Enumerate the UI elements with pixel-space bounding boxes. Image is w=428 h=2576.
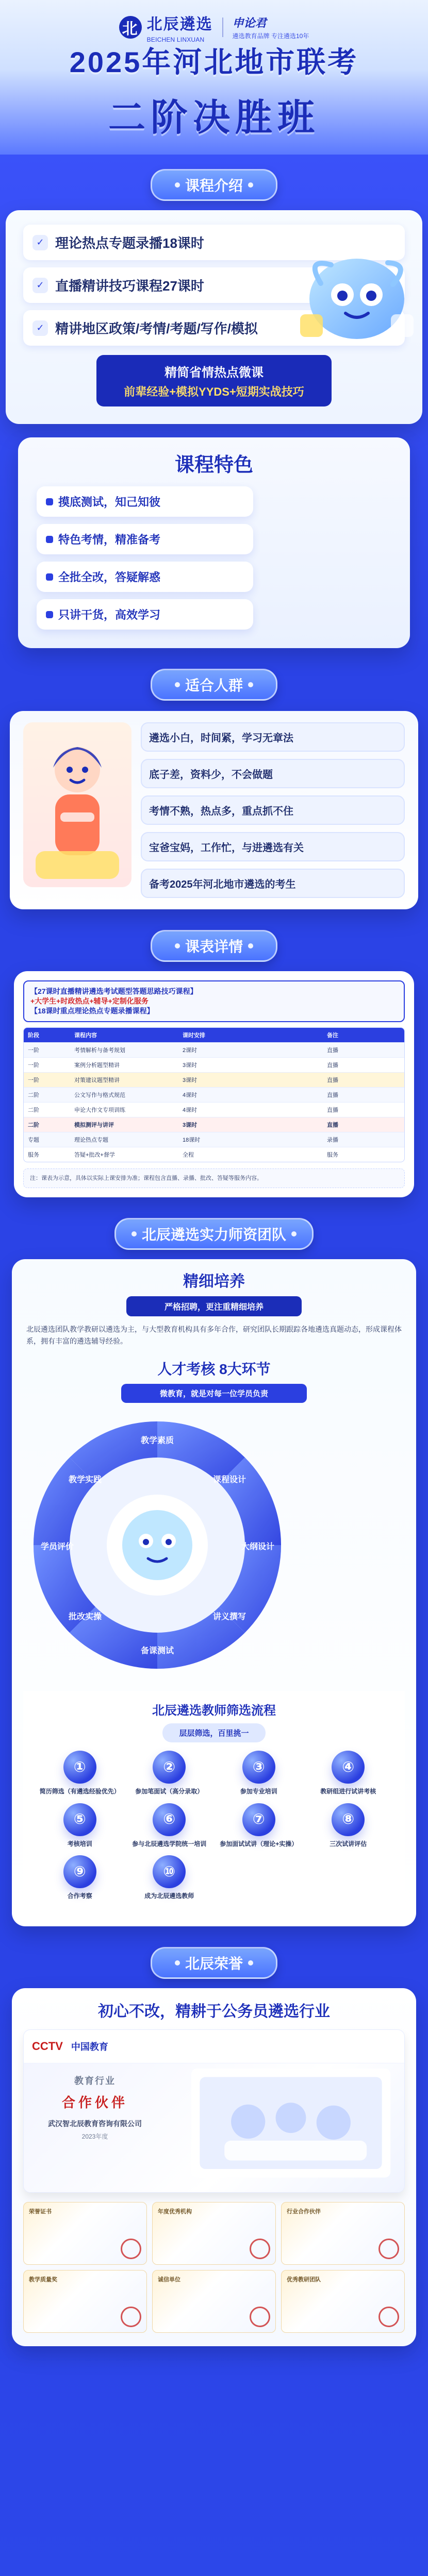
table-row xyxy=(24,1147,404,1162)
feature-chip xyxy=(37,524,253,554)
certificate xyxy=(23,2270,147,2333)
intro-item-text: 直播精讲技巧课程27课时 xyxy=(55,278,204,294)
stamp-icon xyxy=(121,2239,141,2259)
process-step xyxy=(127,1855,212,1901)
pill-left-dot-icon xyxy=(131,1231,137,1236)
section-title-audience: 适合人群 xyxy=(185,677,243,693)
intro-item-text: 理论热点专题录播18课时 xyxy=(55,235,204,251)
audience-item: 底子差，资料少，不会做题 xyxy=(141,759,405,788)
honor-badge-line4: 2023年度 xyxy=(81,2132,108,2140)
table-row xyxy=(24,1072,404,1087)
wheel-label: 讲义撰写 xyxy=(212,1612,246,1621)
feature-card xyxy=(18,437,410,648)
brand-mark-icon: 北 xyxy=(119,16,142,39)
table-cell: 直播 xyxy=(327,1122,338,1128)
certificate-text: 荣誉证书 xyxy=(29,2208,52,2215)
stamp-icon xyxy=(378,2239,399,2259)
table-header-cell: 课程内容 xyxy=(70,1028,178,1042)
process-icon: ⑩ xyxy=(153,1855,186,1888)
team-banner: 严格招聘，更注重精细培养 xyxy=(126,1296,302,1316)
certificate xyxy=(281,2270,405,2333)
table-cell: 申论大作文专项训练 xyxy=(74,1107,125,1113)
table-cell: 直播 xyxy=(327,1092,338,1098)
check-icon: ✓ xyxy=(32,320,48,336)
certificate xyxy=(281,2202,405,2265)
detail-header-line3: 【18课时重点理论热点专题录播课程】 xyxy=(30,1006,154,1015)
partner-logo: 中国教育 xyxy=(71,2041,108,2052)
feature-chip xyxy=(37,562,253,592)
pill-left-dot-icon xyxy=(175,1960,180,1965)
header xyxy=(0,0,428,155)
boost-title: 精简省情热点微课 xyxy=(164,366,264,380)
process-step-label: 成为北辰遴选教师 xyxy=(144,1892,194,1900)
section-title-honors: 北辰荣誉 xyxy=(185,1955,243,1972)
table-cell: 专题 xyxy=(28,1137,39,1143)
intro-item-text: 精讲地区政策/考情/考题/写作/模拟 xyxy=(55,321,258,336)
feature-chip-text: 特色考情，精准备考 xyxy=(58,533,161,546)
stamp-icon xyxy=(378,2307,399,2327)
boost-banner xyxy=(96,355,332,406)
table-cell: 录播 xyxy=(327,1137,338,1143)
table-cell: 直播 xyxy=(327,1047,338,1054)
stamp-icon xyxy=(121,2307,141,2327)
audience-item: 遴选小白，时间紧，学习无章法 xyxy=(141,722,405,752)
feature-dot-icon xyxy=(46,498,53,505)
table-header-cell: 阶段 xyxy=(24,1028,70,1042)
wheel-label: 备课测试 xyxy=(140,1646,174,1655)
table-row xyxy=(24,1117,404,1132)
process-icon: ④ xyxy=(332,1751,365,1784)
process-step-label: 参加专业培训 xyxy=(240,1787,277,1795)
process-icon: ③ xyxy=(242,1751,275,1784)
table-header-cell: 课时安排 xyxy=(178,1028,323,1042)
honor-badge-line1: 教育行业 xyxy=(74,2075,116,2086)
feature-chip xyxy=(37,599,253,630)
feature-dot-icon xyxy=(46,611,53,618)
section-title-intro: 课程介绍 xyxy=(185,178,243,194)
section-pill-audience xyxy=(151,669,277,701)
honor-hero-top xyxy=(24,2030,404,2063)
table-cell: 3课时 xyxy=(183,1077,197,1083)
table-cell: 直播 xyxy=(327,1077,338,1083)
process-step xyxy=(38,1855,122,1901)
teacher-illustration xyxy=(23,722,131,887)
wheel-label: 教学素质 xyxy=(140,1436,174,1445)
table-cell: 4课时 xyxy=(183,1092,197,1098)
stamp-icon xyxy=(250,2307,270,2327)
detail-header-line1: 【27课时直播精讲遴选考试题型答题思路技巧课程】 xyxy=(30,987,197,995)
process-step-label: 参加面试试讲（理论+实操） xyxy=(220,1840,298,1848)
process-badge: 层层筛选，百里挑一 xyxy=(162,1723,266,1742)
wheel-label: 批改实操 xyxy=(68,1612,102,1621)
pill-right-dot-icon xyxy=(291,1231,297,1236)
table-cell: 4课时 xyxy=(183,1107,197,1113)
check-icon: ✓ xyxy=(32,278,48,293)
feature-dot-icon xyxy=(46,573,53,581)
pill-left-dot-icon xyxy=(175,182,180,188)
process-step-label: 教研组进行试讲考核 xyxy=(320,1787,376,1795)
process-step xyxy=(306,1803,391,1849)
feature-chip-text: 只讲干货，高效学习 xyxy=(58,608,161,621)
table-cell: 答疑+批改+督学 xyxy=(74,1151,115,1158)
honors-title: 初心不改，精耕于公务员遴选行业 xyxy=(98,2003,330,2020)
pill-right-dot-icon xyxy=(248,943,253,948)
process-step-label: 参与北辰遴选学院统一培训 xyxy=(132,1840,207,1848)
schedule-table xyxy=(23,1027,405,1162)
table-cell: 案例分析题型精讲 xyxy=(74,1062,120,1069)
features-grid xyxy=(18,477,272,648)
detail-header-line2: +大学生+时政热点+辅导+定制化服务 xyxy=(30,996,149,1005)
intro-wrap xyxy=(0,210,428,424)
assessment-wheel xyxy=(23,1411,291,1679)
table-cell: 全程 xyxy=(183,1151,194,1158)
process-icon: ⑦ xyxy=(242,1803,275,1836)
table-cell: 3课时 xyxy=(183,1062,197,1069)
process-step xyxy=(306,1751,391,1796)
table-cell: 对策建议题型精讲 xyxy=(74,1077,120,1083)
audience-list xyxy=(141,722,405,898)
features-title: 课程特色 xyxy=(174,454,253,476)
partner-subtitle: 遴选教育品牌 专注遴选10年 xyxy=(232,32,309,40)
certificate xyxy=(23,2202,147,2265)
check-icon: ✓ xyxy=(32,235,48,250)
partner-name: 申论君 xyxy=(232,16,267,29)
table-row xyxy=(24,1042,404,1057)
honor-hero xyxy=(23,2029,405,2193)
hero-subtitle: 二阶决胜班 xyxy=(108,97,320,139)
table-row xyxy=(24,1132,404,1147)
pill-left-dot-icon xyxy=(175,943,180,948)
honor-photo xyxy=(183,2069,399,2187)
audience-item: 备考2025年河北地市遴选的考生 xyxy=(141,869,405,898)
stamp-icon xyxy=(250,2239,270,2259)
section-pill-honors xyxy=(151,1947,277,1979)
table-cell: 服务 xyxy=(28,1151,39,1158)
table-cell: 二阶 xyxy=(28,1107,39,1113)
table-cell: 考情解析与备考规划 xyxy=(74,1047,125,1054)
process-section xyxy=(23,1691,405,1914)
section-pill-detail xyxy=(151,930,277,962)
certificate xyxy=(152,2270,276,2333)
boost-subtitle: 前辈经验+模拟YYDS+短期实战技巧 xyxy=(124,385,304,398)
process-step xyxy=(217,1751,301,1796)
process-icon: ① xyxy=(63,1751,96,1784)
process-step xyxy=(127,1751,212,1796)
wheel-label: 学员评价 xyxy=(40,1542,74,1551)
honor-certs-grid xyxy=(23,2202,405,2333)
process-icon: ⑤ xyxy=(63,1803,96,1836)
team-subtitle: 精细培养 xyxy=(183,1273,245,1291)
pill-right-dot-icon xyxy=(248,1960,253,1965)
brand-logo[interactable] xyxy=(119,11,213,43)
honor-badge-line3: 武汉智北辰教育咨询有限公司 xyxy=(48,2119,142,2128)
table-cell: 二阶 xyxy=(28,1092,39,1098)
table-cell: 一阶 xyxy=(28,1047,39,1054)
pill-left-dot-icon xyxy=(175,682,180,687)
honor-badge xyxy=(33,2074,157,2141)
team-card xyxy=(12,1259,416,1926)
pill-right-dot-icon xyxy=(248,182,253,188)
process-step xyxy=(217,1803,301,1849)
section-title-team: 北辰遴选实力师资团队 xyxy=(141,1227,286,1243)
brand-divider xyxy=(222,18,223,37)
table-cell: 二阶 xyxy=(28,1122,39,1128)
process-icon: ⑥ xyxy=(153,1803,186,1836)
process-title: 北辰遴选教师筛选流程 xyxy=(152,1703,276,1718)
table-cell: 直播 xyxy=(327,1062,338,1069)
brand-subtitle: BEICHEN LINXUAN xyxy=(146,36,205,43)
audience-card xyxy=(10,711,418,909)
table-cell: 服务 xyxy=(327,1151,338,1158)
wheel-label: 课程设计 xyxy=(212,1475,246,1484)
certificate-text: 年度优秀机构 xyxy=(158,2208,192,2215)
process-icon: ⑧ xyxy=(332,1803,365,1836)
table-cell: 直播 xyxy=(327,1107,338,1113)
assessment-title: 人才考核 8大环节 xyxy=(157,1361,271,1377)
table-row xyxy=(24,1087,404,1102)
process-step xyxy=(38,1751,122,1796)
section-pill-intro xyxy=(151,169,277,201)
brand-row xyxy=(0,11,428,43)
section-title-detail: 课表详情 xyxy=(185,939,243,955)
certificate xyxy=(152,2202,276,2265)
honor-badge-line2: 合作伙伴 xyxy=(61,2094,128,2110)
feature-chip-text: 全批全改，答疑解惑 xyxy=(58,571,161,584)
process-step-label: 合作考察 xyxy=(67,1892,92,1900)
brand-text xyxy=(147,11,213,43)
process-step xyxy=(38,1803,122,1849)
process-step-label: 三次试讲评估 xyxy=(330,1840,367,1848)
process-step-label: 考核培训 xyxy=(67,1840,92,1848)
certificate-text: 诚信单位 xyxy=(158,2276,180,2283)
certificate-text: 教学质量奖 xyxy=(29,2276,57,2283)
honors-card xyxy=(12,1988,416,2346)
section-pill-team xyxy=(114,1218,314,1250)
table-cell: 公文写作与格式规范 xyxy=(74,1092,125,1098)
detail-header xyxy=(23,980,405,1022)
assessment-banner: 微教育，就是对每一位学员负责 xyxy=(121,1384,307,1403)
process-step xyxy=(127,1803,212,1849)
process-grid xyxy=(32,1751,396,1901)
table-header-row xyxy=(24,1028,404,1042)
table-cell: 3课时 xyxy=(183,1122,197,1128)
cctv-logo: CCTV xyxy=(32,2039,63,2053)
certificate-text: 优秀教研团队 xyxy=(287,2276,321,2283)
detail-card xyxy=(14,971,414,1197)
honor-hero-body xyxy=(24,2063,404,2192)
table-row xyxy=(24,1102,404,1117)
table-header-cell: 备注 xyxy=(323,1028,404,1042)
process-step-label: 简历筛选（有遴选经验优先） xyxy=(39,1787,120,1795)
table-cell: 一阶 xyxy=(28,1062,39,1069)
pill-right-dot-icon xyxy=(248,682,253,687)
audience-item: 宝爸宝妈，工作忙，与进遴选有关 xyxy=(141,832,405,861)
wheel-label: 大纲设计 xyxy=(241,1542,275,1551)
mascot-illustration xyxy=(285,237,419,350)
feature-chip-text: 摸底测试，知己知彼 xyxy=(58,496,161,509)
wheel-label: 教学实践 xyxy=(68,1475,102,1484)
partner-brand[interactable] xyxy=(233,14,309,40)
audience-item: 考情不熟，热点多，重点抓不住 xyxy=(141,795,405,825)
table-cell: 模拟测评与讲评 xyxy=(74,1122,114,1128)
wheel-center-mascot-icon xyxy=(122,1510,192,1580)
table-row xyxy=(24,1057,404,1072)
process-icon: ② xyxy=(153,1751,186,1784)
table-cell: 18课时 xyxy=(183,1137,201,1143)
process-icon: ⑨ xyxy=(63,1855,96,1888)
feature-dot-icon xyxy=(46,536,53,543)
feature-chip xyxy=(37,486,253,517)
brand-name: 北辰遴选 xyxy=(146,16,213,33)
audience-row xyxy=(23,722,405,898)
detail-note: 注：课表为示意，具体以实际上课安排为准；课程包含直播、录播、批改、答疑等服务内容。 xyxy=(23,1168,405,1189)
table-cell: 一阶 xyxy=(28,1077,39,1083)
table-cell: 理论热点专题 xyxy=(74,1137,108,1143)
hero-title: 2025年河北地市联考 xyxy=(69,46,359,78)
table-cell: 2课时 xyxy=(183,1047,197,1054)
team-description: 北辰遴选团队教学教研以遴选为主，与大型教育机构具有多年合作，研究团队长期跟踪各地遴选真题动态，形成课程体系，拥有丰富的遴选辅导经验。 xyxy=(26,1325,402,1345)
certificate-text: 行业合作伙伴 xyxy=(287,2208,321,2215)
process-step-label: 参加笔面试（高分录取） xyxy=(135,1787,204,1795)
